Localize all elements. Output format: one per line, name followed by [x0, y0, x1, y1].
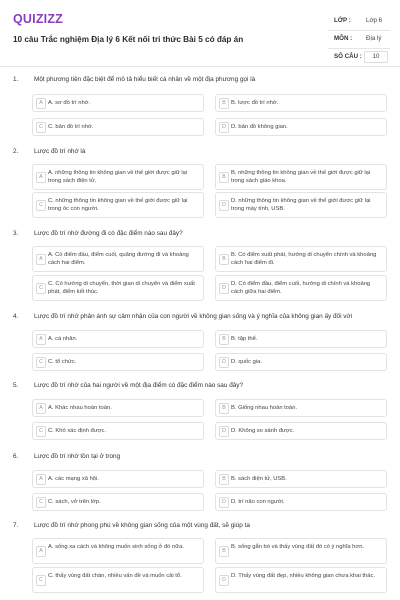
meta-row-class [328, 13, 390, 31]
option-text: A. các mạng xã hội. [48, 476, 99, 482]
meta-row-subject [328, 31, 390, 49]
question-number: 1. [13, 76, 19, 83]
option-text: B. sách điện tử, USB. [231, 476, 287, 482]
option-d[interactable] [215, 493, 387, 511]
option-letter: B [219, 254, 229, 265]
option-b[interactable] [215, 538, 387, 564]
option-letter: B [219, 98, 229, 109]
question-text: Lược đồ trí nhớ tồn tại ở trong [34, 453, 121, 460]
option-letter: A [36, 334, 46, 345]
option-text: B. Giống nhau hoàn toàn. [231, 405, 298, 411]
option-b[interactable] [215, 330, 387, 348]
option-b[interactable] [215, 470, 387, 488]
question-number: 7. [13, 522, 19, 529]
option-letter: C [36, 497, 46, 508]
option-text: D. Thấy vùng đất đẹp, nhiều không gian chưa khai thác. [231, 573, 375, 579]
option-c[interactable] [32, 192, 204, 218]
option-text: B. Có điểm xuất phát, hướng di chuyển chính và khoảng cách hai điểm đi. [231, 252, 377, 266]
question-number: 3. [13, 230, 19, 237]
option-letter: C [36, 122, 46, 133]
option-a[interactable] [32, 164, 204, 190]
option-text: D. những thông tin không gian về thế giới được giữ lại trong máy tính, USB. [231, 198, 371, 212]
option-c[interactable] [32, 275, 204, 301]
option-letter: D [219, 200, 229, 211]
option-text: A. sống xa cách và không muốn sinh sống ở đó nữa. [48, 544, 184, 550]
option-letter: A [36, 403, 46, 414]
question-text: Lược đồ trí nhớ phản ánh sự cảm nhận của con người về không gian sống và ý nghĩa của không gian ấy đối với [34, 313, 353, 320]
question-number: 2. [13, 148, 19, 155]
header [0, 0, 400, 62]
option-c[interactable] [32, 567, 204, 593]
option-letter: D [219, 575, 229, 586]
option-letter: B [219, 474, 229, 485]
option-d[interactable] [215, 275, 387, 301]
option-text: D. trí não con người. [231, 499, 285, 505]
option-a[interactable] [32, 94, 204, 112]
option-letter: C [36, 426, 46, 437]
question-text: Lược đồ trí nhớ phong phú về không gian sống của một vùng đất, sẽ giúp ta [34, 522, 250, 529]
option-text: C. tổ chức. [48, 359, 77, 365]
option-letter: B [219, 403, 229, 414]
option-d[interactable] [215, 422, 387, 440]
option-letter: A [36, 98, 46, 109]
quizizz-logo[interactable]: QUIZIZZ [13, 12, 64, 26]
option-letter: B [219, 334, 229, 345]
question-number: 6. [13, 453, 19, 460]
meta-value-count: 10 [364, 51, 388, 63]
option-a[interactable] [32, 330, 204, 348]
meta-value-subject: Địa lý [366, 35, 382, 42]
option-text: D. Có điểm đầu, điểm cuối, hướng di chính và khoảng cách giữa hai điểm. [231, 281, 371, 295]
option-a[interactable] [32, 246, 204, 272]
option-letter: C [36, 200, 46, 211]
option-b[interactable] [215, 94, 387, 112]
question-text: Một phương tiện đặc biệt để mô tả hiểu biết cá nhân về một địa phương gọi là [34, 76, 256, 83]
option-letter: B [219, 546, 229, 557]
option-letter: A [36, 474, 46, 485]
option-letter: A [36, 546, 46, 557]
question-text: Lược đồ trí nhớ là [34, 148, 86, 155]
option-letter: D [219, 357, 229, 368]
option-a[interactable] [32, 538, 204, 564]
option-a[interactable] [32, 470, 204, 488]
question-text: Lược đồ trí nhớ đường đi có đặc điểm nào sau đây? [34, 230, 183, 237]
meta-label-count: SỐ CÂU : [334, 53, 362, 60]
question-text: Lược đồ trí nhớ của hai người về một địa điểm có đặc điểm nào sau đây? [34, 382, 244, 389]
header-divider [0, 66, 400, 67]
option-b[interactable] [215, 164, 387, 190]
option-text: A. cá nhân. [48, 336, 78, 342]
option-letter: D [219, 497, 229, 508]
option-text: A. những thông tin không gian về thế giới được giữ lại trong sách điện tử. [48, 170, 188, 184]
option-d[interactable] [215, 567, 387, 593]
question-number: 5. [13, 382, 19, 389]
meta-value-class: Lớp 6 [366, 17, 383, 24]
page-title: 10 câu Trắc nghiệm Địa lý 6 Kết nối tri thức Bài 5 có đáp án [13, 35, 244, 44]
option-text: C. Khó xác định được. [48, 428, 106, 434]
option-text: B. lược đồ trí nhớ. [231, 100, 279, 106]
option-text: C. bản đồ trí nhớ. [48, 124, 94, 130]
option-text: D. quốc gia. [231, 359, 262, 365]
option-letter: D [219, 122, 229, 133]
option-c[interactable] [32, 353, 204, 371]
option-letter: A [36, 172, 46, 183]
option-b[interactable] [215, 399, 387, 417]
option-letter: A [36, 254, 46, 265]
option-text: D. bản đồ không gian. [231, 124, 288, 130]
option-letter: C [36, 575, 46, 586]
option-text: A. Có điểm đầu, điểm cuối, quãng đường đi và khoảng cách hai điểm. [48, 252, 189, 266]
meta-row-count [328, 49, 390, 66]
option-letter: C [36, 357, 46, 368]
option-text: B. những thông tin không gian về thế giới được giữ lại trong sách giáo khoa. [231, 170, 371, 184]
option-text: B. sống gắn bó và thấy vùng đất đó có ý nghĩa hơn. [231, 544, 365, 550]
option-letter: D [219, 426, 229, 437]
option-text: C. thấy vùng đất chán, nhiều vấn đề và muốn cải tổ. [48, 573, 182, 579]
option-c[interactable] [32, 493, 204, 511]
option-letter: C [36, 283, 46, 294]
option-d[interactable] [215, 353, 387, 371]
option-text: A. Khác nhau hoàn toàn. [48, 405, 112, 411]
option-b[interactable] [215, 246, 387, 272]
option-text: B. tập thể. [231, 336, 258, 342]
question-number: 4. [13, 313, 19, 320]
option-text: C. sách, vở trên lớp. [48, 499, 101, 505]
option-letter: D [219, 283, 229, 294]
option-letter: B [219, 172, 229, 183]
option-c[interactable] [32, 118, 204, 136]
option-a[interactable] [32, 399, 204, 417]
meta-label-subject: MÔN : [334, 35, 353, 42]
option-text: C. Có hướng di chuyển, thời gian di chuyển và điểm xuất phát, điểm kết thúc. [48, 281, 195, 295]
meta-panel [328, 13, 390, 66]
meta-label-class: LỚP : [334, 17, 351, 24]
option-c[interactable] [32, 422, 204, 440]
option-text: C. những thông tin không gian về thế giới được giữ lại trong óc con người. [48, 198, 188, 212]
option-text: D. Không so sánh được. [231, 428, 295, 434]
option-text: A. sơ đồ trí nhớ. [48, 100, 91, 106]
option-d[interactable] [215, 118, 387, 136]
option-d[interactable] [215, 192, 387, 218]
